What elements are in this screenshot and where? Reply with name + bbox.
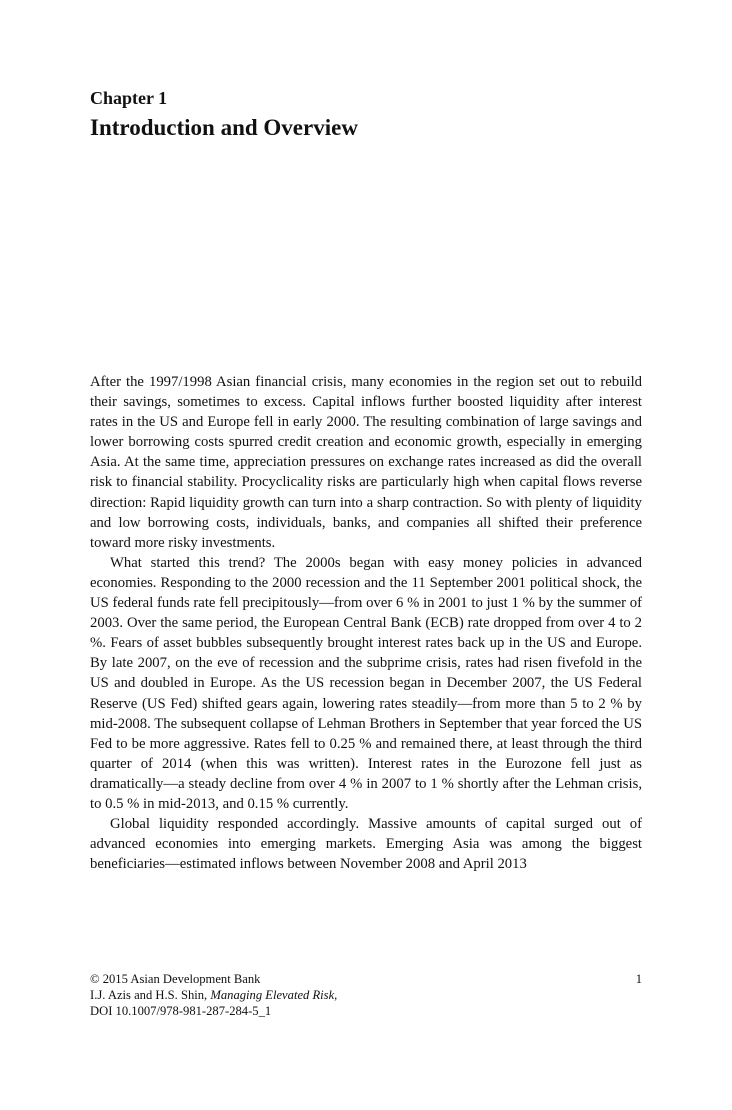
chapter-title: Introduction and Overview	[90, 115, 358, 140]
footer-copyright-row	[90, 972, 642, 988]
body-text	[90, 372, 642, 874]
footer-doi-row	[90, 1004, 642, 1020]
paragraph-2: What started this trend? The 2000s began with easy money policies in advanced economies. Responding to the 2000 recession and the 11 September 2001 political shock, the US federal funds rate fell precipitously—from over 6 % in 2001 to just 1 % by the summer of 2003. Over the same period, the European Central Bank (ECB) rate dropped from over 4 to 2 %. Fears of asset bubbles subsequently brought interest rates back up in the US and Europe. By late 2007, on the eve of recession and the subprime crisis, rates had risen fivefold in the US and doubled in Europe. As the US recession began in December 2007, the US Federal Reserve (US Fed) shifted gears again, lowering rates steadily—from more than 5 to 2 % by mid-2008. The subsequent collapse of Lehman Brothers in September that year forced the US Fed to be more aggressive. Rates fell to 0.25 % and remained there, at least through the third quarter of 2014 (when this was written). Interest rates in the Eurozone fell just as dramatically—a steady decline from over 4 % in 2007 to 1 % shortly after the Lehman crisis, to 0.5 % in mid-2013, and 0.15 % currently.	[90, 554, 642, 812]
doi-text: DOI 10.1007/978-981-287-284-5_1	[90, 1003, 272, 1018]
copyright-text: © 2015 Asian Development Bank	[90, 972, 261, 986]
book-title-text: Managing Elevated Risk,	[210, 987, 338, 1002]
paragraph-3: Global liquidity responded accordingly. Massive amounts of capital surged out of advanced economies into emerging markets. Emerging Asia was among the biggest beneficiaries—estimated inflows between November 2008 and April 2013	[90, 816, 642, 873]
authors-text: I.J. Azis and H.S. Shin,	[90, 987, 211, 1002]
chapter-label: Chapter 1	[90, 88, 168, 108]
page-footer	[90, 972, 642, 1019]
paragraph-1: After the 1997/1998 Asian financial crisis, many economies in the region set out to rebuild their savings, sometimes to excess. Capital inflows further boosted liquidity after interest rates in the US and Europe fell in early 2000. The resulting combination of large savings and lower borrowing costs spurred credit creation and economic growth, especially in emerging Asia. At the same time, appreciation pressures on exchange rates increased as did the overall risk to financial stability. Procyclicality risks are particularly high when capital flows reverse direction: Rapid liquidity growth can turn into a sharp contraction. So with plenty of liquidity and low borrowing costs, individuals, banks, and companies all shifted their preference toward more risky investments.	[90, 374, 642, 551]
chapter-heading	[90, 88, 642, 141]
footer-citation-row	[90, 988, 642, 1004]
page-number: 1	[635, 972, 642, 986]
